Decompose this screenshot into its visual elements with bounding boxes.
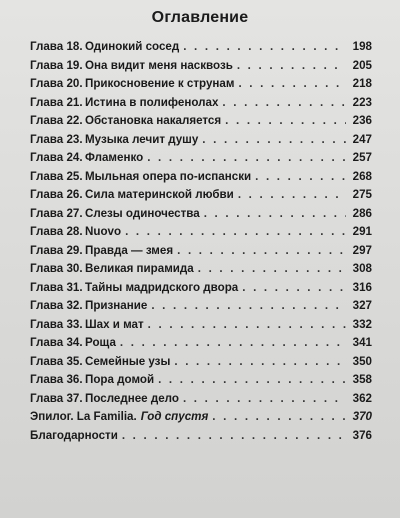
page-number: 316 — [352, 280, 372, 294]
toc-entry-ch37 — [30, 392, 372, 411]
page-number: 358 — [352, 373, 372, 386]
chapter-title: Музыка лечит душу — [85, 132, 199, 146]
toc-entry-ch23 — [30, 133, 372, 152]
toc-entry-ch30 — [30, 262, 372, 281]
chapter-title: Одинокий сосед — [85, 40, 180, 53]
toc-entry-ch26 — [30, 188, 372, 207]
chapter-title: Прикосновение к струнам — [85, 77, 235, 90]
chapter-number: Глава 23. — [30, 132, 83, 146]
page-number: 308 — [352, 262, 372, 275]
page-number: 350 — [352, 354, 372, 368]
page-number: 376 — [352, 428, 372, 442]
page-number: 218 — [352, 77, 372, 90]
chapter-number: Глава 20. — [30, 77, 83, 90]
page-number: 223 — [352, 95, 372, 109]
chapter-title: Слезы одиночества — [85, 206, 200, 220]
page-number: 198 — [352, 40, 372, 53]
chapter-number: Глава 25. — [30, 169, 83, 183]
page-number: 291 — [352, 225, 372, 238]
dot-leader — [148, 318, 346, 331]
chapter-number: Глава 18. — [30, 40, 83, 53]
page-number: 370 — [352, 410, 372, 423]
dot-leader — [158, 373, 346, 386]
chapter-number: Глава 37. — [30, 391, 83, 405]
chapter-number: Глава 27. — [30, 206, 83, 220]
chapter-number: Глава 21. — [30, 95, 83, 109]
chapter-title: Семейные узы — [85, 354, 171, 368]
epilogue-prefix: Эпилог. La Familia. — [30, 410, 137, 423]
chapter-title: Пора домой — [85, 373, 155, 386]
chapter-number: Глава 22. — [30, 114, 83, 127]
toc-entry-ch25 — [30, 170, 372, 189]
toc-entry-ch22 — [30, 114, 372, 133]
toc-entry-acknowledgements — [30, 429, 372, 448]
page-number: 275 — [352, 188, 372, 201]
page-number: 236 — [352, 114, 372, 127]
chapter-number: Глава 24. — [30, 151, 83, 164]
chapter-title: Шах и мат — [85, 317, 144, 331]
chapter-number: Глава 30. — [30, 262, 83, 275]
chapter-title: Роща — [85, 336, 116, 349]
dot-leader — [212, 410, 346, 423]
toc-entry-ch36 — [30, 373, 372, 392]
chapter-number: Глава 33. — [30, 317, 83, 331]
dot-leader — [122, 429, 346, 442]
chapter-number: Глава 32. — [30, 299, 83, 312]
page-number: 286 — [352, 206, 372, 220]
chapter-title: Великая пирамида — [85, 262, 194, 275]
toc-entry-ch19 — [30, 59, 372, 78]
chapter-number: Глава 28. — [30, 225, 83, 238]
toc-entry-ch24 — [30, 151, 372, 170]
chapter-number: Глава 26. — [30, 188, 83, 201]
toc-entry-ch31 — [30, 281, 372, 300]
chapter-title: Последнее дело — [85, 391, 179, 405]
toc-entry-epilogue — [30, 410, 372, 429]
chapter-number: Глава 36. — [30, 373, 83, 386]
toc-entry-ch35 — [30, 355, 372, 374]
dot-leader — [120, 336, 346, 349]
chapter-title: Nuovo — [85, 225, 122, 238]
dot-leader — [242, 281, 346, 294]
dot-leader — [222, 96, 346, 109]
dot-leader — [237, 59, 346, 72]
toc-entry-ch29 — [30, 244, 372, 263]
dot-leader — [147, 151, 346, 164]
chapter-number: Глава 34. — [30, 336, 83, 349]
dot-leader — [183, 40, 346, 53]
dot-leader — [225, 114, 346, 127]
dot-leader — [255, 170, 346, 183]
page-number: 257 — [352, 151, 372, 164]
dot-leader — [174, 355, 346, 368]
dot-leader — [238, 188, 346, 201]
acknowledgements-title: Благодарности — [30, 428, 118, 442]
page-number: 205 — [352, 58, 372, 72]
toc-entry-ch21 — [30, 96, 372, 115]
chapter-title: Фламенко — [85, 151, 144, 164]
chapter-title: Она видит меня насквозь — [85, 58, 233, 72]
dot-leader — [183, 392, 346, 405]
page-number: 297 — [352, 243, 372, 257]
chapter-number: Глава 29. — [30, 243, 83, 257]
page-number: 268 — [352, 169, 372, 183]
chapter-title: Признание — [85, 299, 148, 312]
chapter-title: Тайны мадридского двора — [85, 280, 239, 294]
page-number: 332 — [352, 317, 372, 331]
dot-leader — [177, 244, 346, 257]
toc-entry-ch33 — [30, 318, 372, 337]
chapter-title: Мыльная опера по-испански — [85, 169, 252, 183]
chapter-number: Глава 19. — [30, 58, 83, 72]
page-number: 341 — [352, 336, 372, 349]
toc-entry-ch28 — [30, 225, 372, 244]
chapter-title: Обстановка накаляется — [85, 114, 222, 127]
chapter-title: Истина в полифенолах — [85, 95, 219, 109]
dot-leader — [204, 207, 346, 220]
dot-leader — [125, 225, 346, 238]
page-number: 362 — [352, 391, 372, 405]
toc-entry-ch32 — [30, 299, 372, 318]
chapter-title: Правда — змея — [85, 243, 174, 257]
chapter-number: Глава 35. — [30, 354, 83, 368]
toc-entry-ch27 — [30, 207, 372, 226]
chapter-number: Глава 31. — [30, 280, 83, 294]
toc-entry-ch34 — [30, 336, 372, 355]
dot-leader — [151, 299, 346, 312]
page-title: Оглавление — [151, 9, 249, 26]
dot-leader — [238, 77, 346, 90]
dot-leader — [198, 262, 346, 275]
dot-leader — [202, 133, 346, 146]
epilogue-title: Год спустя — [140, 410, 209, 423]
table-of-contents — [30, 40, 372, 447]
page-number: 247 — [352, 132, 372, 146]
toc-entry-ch18 — [30, 40, 372, 59]
page-number: 327 — [352, 299, 372, 312]
chapter-title: Сила материнской любви — [85, 188, 234, 201]
toc-entry-ch20 — [30, 77, 372, 96]
